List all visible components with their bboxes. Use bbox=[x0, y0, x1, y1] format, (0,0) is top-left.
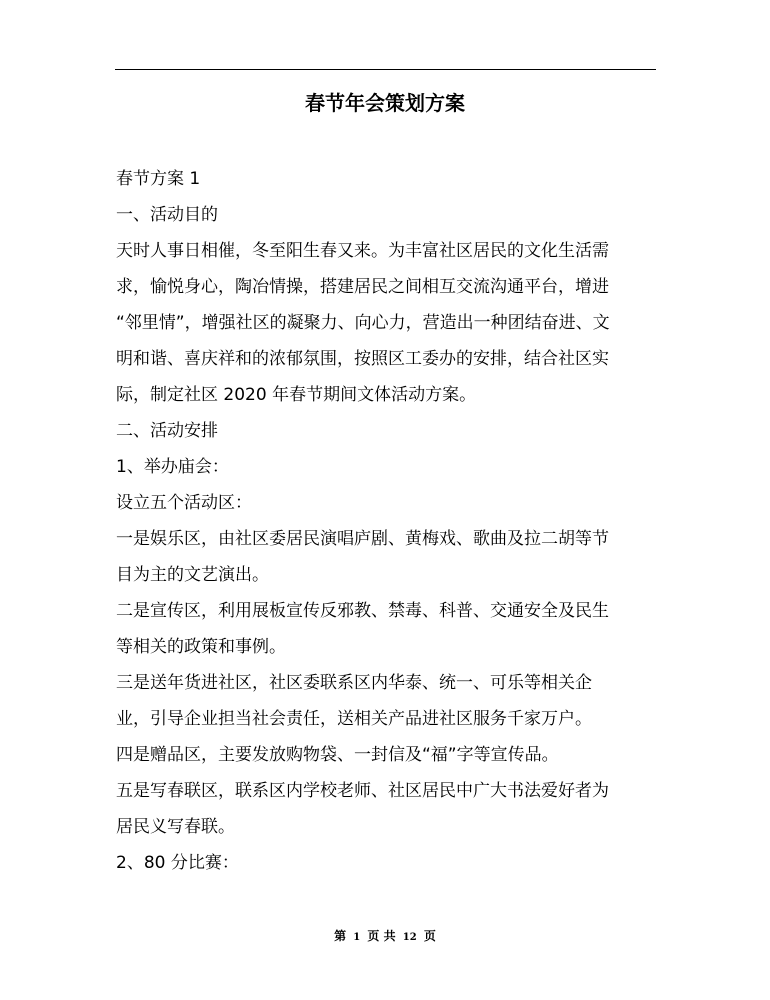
footer-middle: 页 共 bbox=[367, 929, 396, 943]
paragraph-line: 2、80 分比赛： bbox=[116, 853, 239, 873]
paragraph-line: 一、活动目的 bbox=[116, 205, 218, 225]
paragraph-line: 居民义写春联。 bbox=[116, 817, 235, 837]
page-footer bbox=[0, 926, 770, 948]
paragraph-line: “邻里情”，增强社区的凝聚力、向心力，营造出一种团结奋进、文 bbox=[116, 313, 610, 333]
paragraph-line: 三是送年货进社区，社区委联系区内华泰、统一、可乐等相关企 bbox=[116, 673, 592, 693]
paragraph-line: 业，引导企业担当社会责任，送相关产品进社区服务千家万户。 bbox=[116, 709, 592, 729]
paragraph-line: 目为主的文艺演出。 bbox=[116, 565, 269, 585]
current-page-number: 1 bbox=[353, 932, 361, 943]
paragraph-line: 求，愉悦身心，陶冶情操，搭建居民之间相互交流沟通平台，增进 bbox=[116, 277, 609, 297]
footer-prefix: 第 bbox=[334, 929, 347, 943]
footer-suffix: 页 bbox=[423, 929, 436, 943]
paragraph-line: 等相关的政策和事例。 bbox=[116, 637, 286, 657]
paragraph-line: 天时人事日相催，冬至阳生春又来。为丰富社区居民的文化生活需 bbox=[116, 241, 609, 261]
paragraph-line: 明和谐、喜庆祥和的浓郁氛围，按照区工委办的安排，结合社区实 bbox=[116, 349, 609, 369]
paragraph-line: 1、举办庙会： bbox=[116, 457, 229, 477]
paragraph-line: 一是娱乐区，由社区委居民演唱庐剧、黄梅戏、歌曲及拉二胡等节 bbox=[116, 529, 609, 549]
paragraph-line: 春节方案 1 bbox=[116, 169, 201, 189]
document-body bbox=[116, 161, 661, 881]
paragraph-line: 设立五个活动区： bbox=[116, 493, 252, 513]
document-title: 春节年会策划方案 bbox=[305, 91, 465, 115]
total-page-count: 12 bbox=[402, 932, 417, 943]
header-rule bbox=[115, 69, 656, 70]
paragraph-line: 二、活动安排 bbox=[116, 421, 218, 441]
paragraph-line: 五是写春联区，联系区内学校老师、社区居民中广大书法爱好者为 bbox=[116, 781, 609, 801]
paragraph-line: 四是赠品区，主要发放购物袋、一封信及“福”字等宣传品。 bbox=[116, 745, 559, 765]
paragraph-line: 际，制定社区 2020 年春节期间文体活动方案。 bbox=[116, 385, 477, 405]
paragraph-line: 二是宣传区，利用展板宣传反邪教、禁毒、科普、交通安全及民生 bbox=[116, 601, 609, 621]
